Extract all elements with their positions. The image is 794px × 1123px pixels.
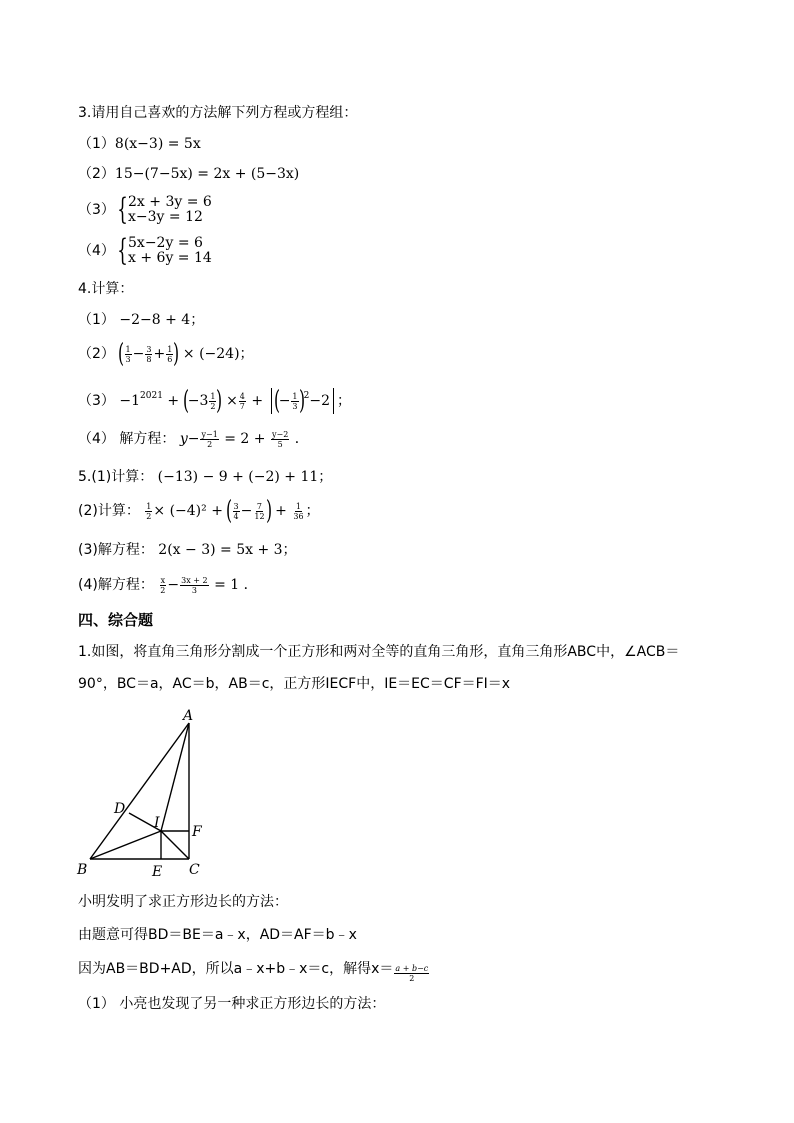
denominator: 8 [146, 354, 152, 364]
section3-heading: 3.请用自己喜欢的方法解下列方程或方程组： [78, 105, 358, 121]
problem1-line3: 小明发明了求正方形边长的方法： [78, 894, 288, 910]
numerator: 1 [210, 391, 216, 401]
exponent: 2 [303, 391, 310, 401]
item-label: 5.(1)计算： [78, 469, 154, 485]
mixed-whole: −3 [187, 393, 209, 409]
numerator: y−2 [271, 429, 289, 439]
side-ab [90, 723, 189, 859]
line-text: 因为AB＝BD+AD，所以a﹣x+b﹣x＝c，解得x＝ [78, 961, 394, 977]
denominator: 6 [167, 354, 173, 364]
item-label: （4） [78, 431, 115, 447]
item-label: （2） [78, 346, 115, 362]
item-label: (2)计算： [78, 503, 140, 519]
expression-tail: −2 [309, 393, 331, 409]
fraction [125, 345, 132, 364]
denominator: 2 [409, 974, 415, 983]
fraction [200, 430, 218, 449]
base: −1 [119, 393, 141, 409]
paren: ( [226, 496, 233, 526]
item-label: （3） [78, 202, 115, 218]
section4-heading: 4.计算： [78, 281, 134, 297]
section5-item2 [78, 496, 320, 526]
section5-item3 [78, 540, 297, 560]
paren: ) [265, 496, 272, 526]
section5-item1 [78, 467, 332, 487]
equation: $\frac{x}{2}$ − $\frac{3x + 2}{3}$ = 1 ． [160, 575, 258, 595]
problem1-line5 [78, 959, 430, 983]
denominator: 2 [146, 511, 152, 521]
end-mark: ； [305, 503, 320, 519]
system-row: 2x + 3y = 6 [128, 194, 212, 210]
fraction [271, 430, 289, 449]
numerator: 3x + 2 [181, 575, 208, 585]
section3-item1 [78, 134, 201, 154]
triangle-figure [70, 703, 220, 883]
item-label: （1） [78, 312, 115, 328]
denominator: 3 [125, 354, 131, 364]
end-mark: ； [337, 393, 352, 409]
item-label: （2） [78, 166, 115, 182]
numerator: 1 [295, 501, 301, 511]
fraction [253, 502, 265, 521]
abs-bar [271, 388, 272, 414]
fraction [291, 392, 298, 411]
numerator: 7 [256, 501, 263, 511]
item-label: （4） [78, 243, 115, 259]
fraction [145, 345, 152, 364]
system-row: x−3y = 12 [128, 209, 203, 225]
item-label: (4)解方程： [78, 577, 154, 593]
equation [180, 431, 309, 447]
label-f: F [192, 824, 202, 840]
fraction [180, 576, 208, 595]
fraction [394, 964, 429, 983]
denominator: 2 [207, 439, 213, 449]
denominator: 2 [160, 585, 166, 595]
equation: 2(x − 3) = 5x + 3； [158, 542, 297, 558]
expression: ( $\frac{1}{3}$ − $\frac{3}{8}$ + $\frac{1}{6}$ ) × (−24)； [118, 339, 254, 369]
section4-item4 [78, 429, 309, 449]
times-sign: × [226, 393, 238, 409]
abs-bar [333, 388, 334, 414]
equation-mid: = 2 + [224, 431, 266, 447]
system-brace: { [117, 233, 128, 268]
numerator: 3 [146, 344, 152, 354]
equation-system [128, 236, 212, 266]
system-row: 5x−2y = 6 [128, 235, 203, 251]
system-brace: { [117, 192, 128, 227]
paren: ) [173, 339, 180, 369]
section3-item2 [78, 164, 299, 184]
paren: ) [216, 386, 223, 416]
label-e: E [152, 864, 163, 880]
item-label: （3） [78, 393, 115, 409]
instruction: 解方程： [119, 431, 176, 447]
denominator: 3 [292, 401, 298, 411]
problem1-line2: 90°，BC＝a，AC＝b，AB＝c，正方形IECF中，IE＝EC＝CF＝FI＝x [78, 676, 511, 692]
item-label: （1） [78, 136, 115, 152]
numerator: y−1 [201, 429, 218, 439]
fraction [145, 502, 152, 521]
equation-tail: = 1 ． [214, 577, 258, 593]
equation-system [128, 195, 212, 225]
part4-heading: 四、综合题 [78, 611, 154, 629]
item-label: (3)解方程： [78, 542, 154, 558]
expression-tail: × (−24)； [182, 346, 254, 362]
fraction [233, 502, 240, 521]
section3-item4 [78, 233, 212, 268]
fraction [159, 576, 166, 595]
label-a: A [183, 708, 194, 724]
numerator: x [160, 575, 166, 585]
section4-item1 [78, 310, 204, 330]
section3-item3 [78, 192, 212, 227]
numerator: 1 [167, 344, 173, 354]
equation: 8(x−3) = 5x [114, 136, 201, 152]
numerator: 1 [292, 391, 298, 401]
section4-item3 [78, 386, 351, 414]
denominator: 2 [210, 401, 216, 411]
segment-ai [161, 723, 189, 831]
denominator: 7 [239, 401, 245, 411]
lhs: y− [179, 431, 200, 447]
problem1-line4: 由题意可得BD＝BE＝a﹣x，AD＝AF＝b﹣x [78, 927, 357, 943]
expression: $\frac{1}{2}$ × (−4)² + ( $\frac{3}{4}$ − $\frac{7}{12}$ ) + $\frac{1}{36}$ ； [146, 496, 320, 526]
fraction [292, 502, 304, 521]
denominator: 12 [254, 511, 265, 521]
fraction [239, 392, 246, 411]
numerator: 3 [233, 501, 239, 511]
label-c: C [189, 862, 200, 878]
exponent: 2021 [140, 391, 163, 401]
problem1-line6: （1） 小亮也发现了另一种求正方形边长的方法： [78, 996, 386, 1012]
paren: ) [298, 386, 305, 416]
denominator: 3 [191, 585, 197, 595]
paren: ( [118, 339, 125, 369]
equation: 15−(7−5x) = 2x + (5−3x) [114, 166, 300, 182]
numerator: a + b−c [395, 964, 429, 973]
paren: ( [273, 386, 280, 416]
expression-mid: × (−4)² + [153, 503, 223, 519]
section5-item4 [78, 575, 258, 595]
denominator: 5 [277, 439, 283, 449]
expression: −2−8 + 4； [119, 312, 205, 328]
label-d: D [114, 801, 126, 817]
numerator: 1 [125, 344, 131, 354]
numerator: 4 [239, 391, 245, 401]
end-mark: ． [294, 431, 309, 447]
numerator: 1 [146, 501, 152, 511]
label-b: B [77, 862, 88, 878]
expression: $-1^{2021} + (-3$ $\frac{1}{2}$ ) × $\frac{4}{7}$ + (− $\frac{1}{3}$ )$^2$−2 ； [119, 386, 352, 416]
expression: (−13) − 9 + (−2) + 11； [157, 469, 333, 485]
segment-ci [161, 831, 189, 859]
denominator: 36 [293, 511, 304, 521]
section4-item2 [78, 339, 254, 369]
denominator: 4 [233, 511, 239, 521]
label-i: I [154, 815, 160, 831]
system-row: x + 6y = 14 [128, 250, 212, 266]
problem1-line1: 1.如图，将直角三角形分割成一个正方形和两对全等的直角三角形，直角三角形ABC中，∠ACB＝ [78, 644, 680, 660]
paren: ( [182, 386, 189, 416]
